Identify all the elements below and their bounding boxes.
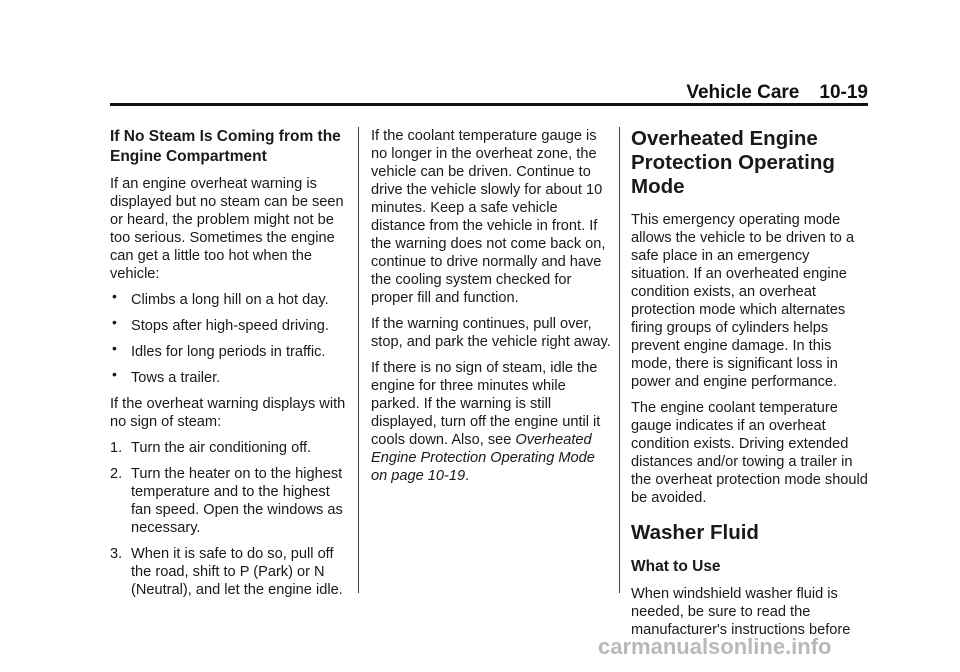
list-item-text: Climbs a long hill on a hot day. [131,292,329,308]
list-item-text: Idles for long periods in traffic. [131,344,326,360]
list-item-text: Stops after high-speed driving. [131,318,329,334]
paragraph: If the overheat warning displays with no sign of steam: [110,396,346,430]
step-number: 1. [110,440,123,456]
step-item [110,439,354,457]
numbered-list [110,439,354,599]
column-2 [371,127,611,493]
bullet-icon: • [112,288,117,304]
paragraph [371,359,611,485]
list-item [110,314,354,335]
page-number: 10-19 [819,82,868,103]
step-number: 2. [110,466,123,482]
section-title: Vehicle Care [686,82,800,103]
step-text: Turn the heater on to the highest temperature and to the highest fan speed. Open the windows as necessary. [131,466,343,536]
step-item [110,545,354,599]
column-divider [619,127,620,593]
watermark: carmanualsonline.info [598,634,832,659]
section-heading: Washer Fluid [631,521,759,544]
paragraph-text: If there is no sign of steam, idle the engine for three minutes while parked. If the warning is still displayed, turn off the engine until it cools down. Also, see [371,360,601,448]
paragraph: If an engine overheat warning is displayed but no steam can be seen or heard, the problem might not be too serious. Sometimes the engine can get a little too hot when the vehicle: [110,176,344,282]
step-text: Turn the air conditioning off. [131,440,312,456]
cross-reference-link[interactable]: Overheated Engine Protection Operating Mode on page 10-19 [371,432,595,484]
section-heading: Overheated Engine Protection Operating Mode [631,127,835,198]
list-item-text: Tows a trailer. [131,370,221,386]
bullet-icon: • [112,366,117,382]
subsection-heading: What to Use [631,558,721,575]
header-rule [110,103,868,106]
paragraph: This emergency operating mode allows the vehicle to be driven to a safe place in an emergency situation. If an overheated engine condition exists, an overheat protection mode which alternates firing groups of cylinders helps prevent engine damage. In this mode, there is significant loss in power and engine performance. [631,212,855,390]
column-3 [631,127,871,647]
step-item [110,465,354,537]
paragraph: If the coolant temperature gauge is no longer in the overheat zone, the vehicle can be driven. Continue to drive the vehicle slowly for about 10 minutes. Keep a safe vehicle distance from the vehicle in front. If the warning does not come back on, continue to drive normally and have the cooling system checked for proper fill and function. [371,128,606,306]
paragraph: If the warning continues, pull over, stop, and park the vehicle right away. [371,316,611,350]
step-text: When it is safe to do so, pull off the road, shift to P (Park) or N (Neutral), and let the engine idle. [131,546,343,598]
page-header [0,82,868,104]
step-number: 3. [110,546,123,562]
bullet-icon: • [112,314,117,330]
paragraph: When windshield washer fluid is needed, be sure to read the manufacturer's instructions before [631,586,851,638]
paragraph-end: . [465,468,470,484]
list-item [110,340,354,361]
section-heading: If No Steam Is Coming from the Engine Compartment [110,128,341,165]
list-item [110,288,354,309]
bullet-icon: • [112,340,117,356]
list-item [110,366,354,387]
paragraph: The engine coolant temperature gauge indicates if an overheat condition exists. Driving extended distances and/or towing a trailer in the overheat protection mode should be avoided. [631,400,868,506]
column-1 [110,127,354,607]
column-divider [358,127,359,593]
bullet-list [110,288,354,387]
